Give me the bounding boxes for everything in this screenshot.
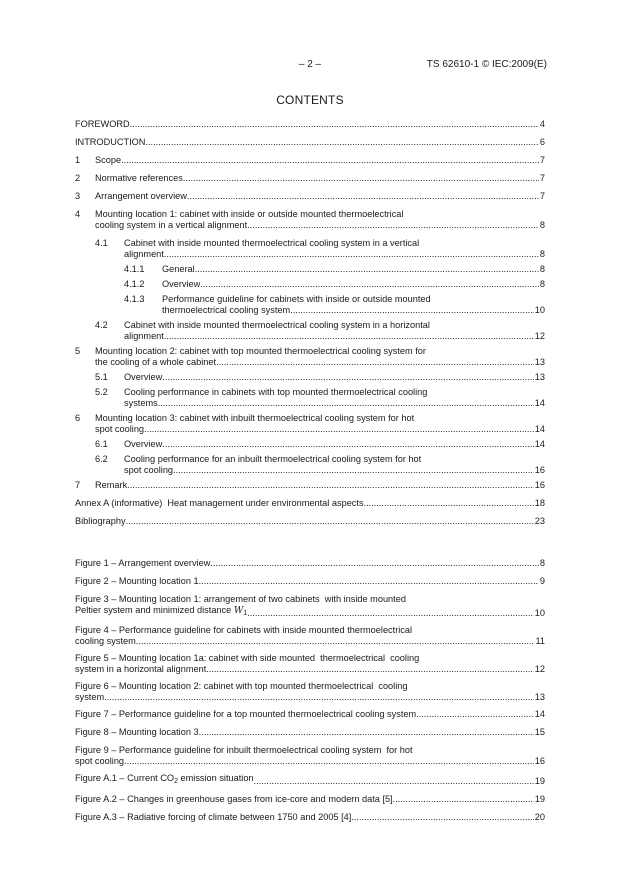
toc-entry-page: 14 <box>534 424 545 434</box>
toc-entry-number: 6.1 <box>95 439 108 449</box>
figure-entry-title-line1: Figure 6 – Mounting location 2: cabinet with top mounted thermoelectrical cooling <box>75 681 408 691</box>
toc-section-4[interactable] <box>75 209 545 231</box>
figure-entry-7[interactable] <box>75 709 545 720</box>
toc-entry-title-line1: Cabinet with inside mounted thermoelectrical cooling system in a horizontal <box>124 320 430 330</box>
toc-entry-title: Scope <box>95 155 122 165</box>
toc-entry-number: 1 <box>75 155 81 165</box>
toc-section-5[interactable] <box>75 346 545 368</box>
figure-entry-title <box>75 773 254 787</box>
toc-entry-title-line2: cooling system in a vertical alignment <box>95 220 248 230</box>
document-id: TS 62610-1 © IEC:2009(E) <box>426 59 547 70</box>
figure-entry-page: 11 <box>535 636 545 646</box>
toc-foreword[interactable] <box>75 119 545 130</box>
toc-section-4-1[interactable] <box>95 238 545 260</box>
toc-entry-title: Arrangement overview <box>95 191 187 201</box>
list-of-figures <box>75 558 545 823</box>
figure-entry-title-suffix: emission situation <box>177 773 254 783</box>
toc-entry-page: 14 <box>534 439 545 449</box>
figure-entry-title-text: Peltier system and minimized distance <box>75 605 232 615</box>
figure-entry-title-line1: Figure 9 – Performance guideline for inbuilt thermoelectrical cooling system for hot <box>75 745 413 755</box>
toc-section-6[interactable] <box>75 413 545 435</box>
figure-entry-page: 10 <box>534 608 545 618</box>
toc-annex-a[interactable] <box>75 498 545 509</box>
toc-entry-title: INTRODUCTION <box>75 137 146 147</box>
toc-entry-number: 3 <box>75 191 81 201</box>
figure-entry-page: 13 <box>534 692 545 702</box>
toc-entry-title-line1: Mounting location 2: cabinet with top mounted thermoelectrical cooling system for <box>95 346 426 356</box>
toc-entry-title: General <box>162 264 195 274</box>
toc-entry-page: 13 <box>534 372 545 382</box>
toc-entry-title-line2: alignment <box>124 249 164 259</box>
figure-entry-page: 16 <box>534 756 545 766</box>
toc-entry-number: 5 <box>75 346 81 356</box>
figure-entry-title: Figure 2 – Mounting location 1 <box>75 576 199 586</box>
toc-entry-title-line1: Mounting location 1: cabinet with inside or outside mounted thermoelectrical <box>95 209 404 219</box>
contents-title: CONTENTS <box>276 93 344 107</box>
figure-entry-1[interactable] <box>75 558 545 569</box>
figure-entry-title-line1: Figure 5 – Mounting location 1a: cabinet with side mounted thermoelectrical cooling <box>75 653 420 663</box>
distance-symbol-subscript: 1 <box>243 610 248 617</box>
figure-entry-6[interactable] <box>75 681 545 703</box>
toc-entry-title-line2: spot cooling <box>95 424 145 434</box>
figure-entry-title-line2: cooling system <box>75 636 136 646</box>
toc-entry-title-line2: spot cooling <box>124 465 174 475</box>
toc-entry-title: Bibliography <box>75 516 126 526</box>
toc-entry-number: 6 <box>75 413 81 423</box>
figure-entry-page: 19 <box>534 794 545 804</box>
toc-entry-title-line2: systems <box>124 398 158 408</box>
figure-entry-page: 15 <box>534 727 545 737</box>
figure-entry-2[interactable] <box>75 576 545 587</box>
figure-entry-page: 14 <box>534 709 545 719</box>
co2-subscript: 2 <box>174 778 178 785</box>
toc-entry-page: 23 <box>534 516 545 526</box>
figure-entry-page: 19 <box>534 776 545 786</box>
toc-entry-number: 4.1.3 <box>124 294 145 304</box>
toc-section-6-1[interactable] <box>95 439 545 450</box>
toc-entry-page: 8 <box>539 279 545 289</box>
toc-entry-page: 7 <box>539 191 545 201</box>
toc-entry-title: Normative references <box>95 173 183 183</box>
figure-entry-title-line2: system <box>75 692 105 702</box>
toc-entry-page: 10 <box>534 305 545 315</box>
figure-entry-a3[interactable] <box>75 812 545 823</box>
toc-entry-page: 8 <box>539 249 545 259</box>
figure-entry-9[interactable] <box>75 745 545 767</box>
toc-entry-title: Annex A (informative) Heat management under environmental aspects <box>75 498 364 508</box>
figure-entry-page: 12 <box>534 664 545 674</box>
figure-entry-title: Figure A.3 – Radiative forcing of climate between 1750 and 2005 [4] <box>75 812 352 822</box>
figure-entry-title-line1: Figure 3 – Mounting location 1: arrangement of two cabinets with inside mounted <box>75 594 406 604</box>
toc-entry-title-line2: thermoelectrical cooling system <box>162 305 291 315</box>
toc-entry-page: 8 <box>539 220 545 230</box>
figure-entry-title-line1: Figure 4 – Performance guideline for cabinets with inside mounted thermoelectrical <box>75 625 413 635</box>
toc-section-4-1-1[interactable] <box>124 264 545 275</box>
figure-entry-title: Figure 7 – Performance guideline for a top mounted thermoelectrical cooling system <box>75 709 417 719</box>
toc-entry-title: Overview <box>124 372 163 382</box>
toc-entry-page: 14 <box>534 398 545 408</box>
toc-entry-title: Remark <box>95 480 128 490</box>
toc-section-4-2[interactable] <box>95 320 545 342</box>
page-number: – 2 – <box>298 59 322 70</box>
toc-entry-title-line1: Cooling performance in cabinets with top mounted thermoelectrical cooling <box>124 387 428 397</box>
figure-entry-title-prefix: Figure A.1 – Current CO <box>75 773 175 783</box>
toc-entry-title-line1: Performance guideline for cabinets with inside or outside mounted <box>162 294 431 304</box>
toc-bibliography[interactable] <box>75 516 545 527</box>
toc-entry-number: 4 <box>75 209 81 219</box>
toc-entry-title-line2: the cooling of a whole cabinet <box>95 357 217 367</box>
distance-symbol: W <box>233 605 244 616</box>
toc-introduction[interactable] <box>75 137 545 148</box>
toc-entry-title: FOREWORD <box>75 119 130 129</box>
toc-entry-page: 13 <box>534 357 545 367</box>
toc-entry-number: 4.1 <box>95 238 108 248</box>
toc-entry-title: Overview <box>124 439 163 449</box>
toc-entry-page: 18 <box>534 498 545 508</box>
toc-entry-number: 5.2 <box>95 387 108 397</box>
toc-section-4-1-2[interactable] <box>124 279 545 290</box>
figure-entry-title-line2: system in a horizontal alignment <box>75 664 207 674</box>
toc-entry-number: 5.1 <box>95 372 108 382</box>
toc-entry-number: 7 <box>75 480 81 490</box>
figure-entry-title: Figure 8 – Mounting location 3 <box>75 727 199 737</box>
toc-section-7[interactable] <box>75 480 545 491</box>
toc-section-5-2[interactable] <box>95 387 545 409</box>
figure-entry-title: Figure 1 – Arrangement overview <box>75 558 211 568</box>
table-of-contents <box>75 119 545 527</box>
toc-entry-title-line1: Cabinet with inside mounted thermoelectrical cooling system in a vertical <box>124 238 420 248</box>
toc-entry-number: 4.2 <box>95 320 108 330</box>
toc-section-3[interactable] <box>75 191 545 202</box>
toc-entry-title-line1: Cooling performance for an inbuilt thermoelectrical cooling system for hot <box>124 454 422 464</box>
figure-entry-4[interactable] <box>75 625 545 647</box>
toc-section-5-1[interactable] <box>95 372 545 383</box>
figure-entry-5[interactable] <box>75 653 545 675</box>
figure-entry-title-line2: spot cooling <box>75 756 125 766</box>
toc-entry-page: 16 <box>534 480 545 490</box>
toc-entry-title-line1: Mounting location 3: cabinet with inbuilt thermoelectrical cooling system for hot <box>95 413 415 423</box>
toc-entry-page: 7 <box>539 173 545 183</box>
toc-entry-page: 6 <box>539 137 545 147</box>
figure-entry-a1[interactable] <box>75 773 545 787</box>
figure-entry-8[interactable] <box>75 727 545 738</box>
figure-entry-page: 8 <box>539 558 545 568</box>
toc-entry-number: 2 <box>75 173 81 183</box>
toc-entry-title: Overview <box>162 279 201 289</box>
figure-entry-title: Figure A.2 – Changes in greenhouse gases from ice-core and modern data [5] <box>75 794 393 804</box>
toc-entry-page: 7 <box>539 155 545 165</box>
toc-entry-number: 4.1.1 <box>124 264 145 274</box>
toc-entry-page: 12 <box>534 331 545 341</box>
toc-entry-page: 8 <box>539 264 545 274</box>
figure-entry-3[interactable] <box>75 594 545 619</box>
toc-section-1[interactable] <box>75 155 545 166</box>
toc-entry-number: 6.2 <box>95 454 108 464</box>
toc-section-6-2[interactable] <box>95 454 545 476</box>
toc-section-2[interactable] <box>75 173 545 184</box>
toc-entry-page: 16 <box>534 465 545 475</box>
toc-entry-title-line2: alignment <box>124 331 164 341</box>
figure-entry-page: 9 <box>539 576 545 586</box>
toc-entry-number: 4.1.2 <box>124 279 145 289</box>
figure-entry-a2[interactable] <box>75 794 545 805</box>
figure-entry-title-line2 <box>75 605 247 619</box>
toc-entry-page: 4 <box>539 119 545 129</box>
toc-section-4-1-3[interactable] <box>124 294 545 316</box>
figure-entry-page: 20 <box>534 812 545 822</box>
